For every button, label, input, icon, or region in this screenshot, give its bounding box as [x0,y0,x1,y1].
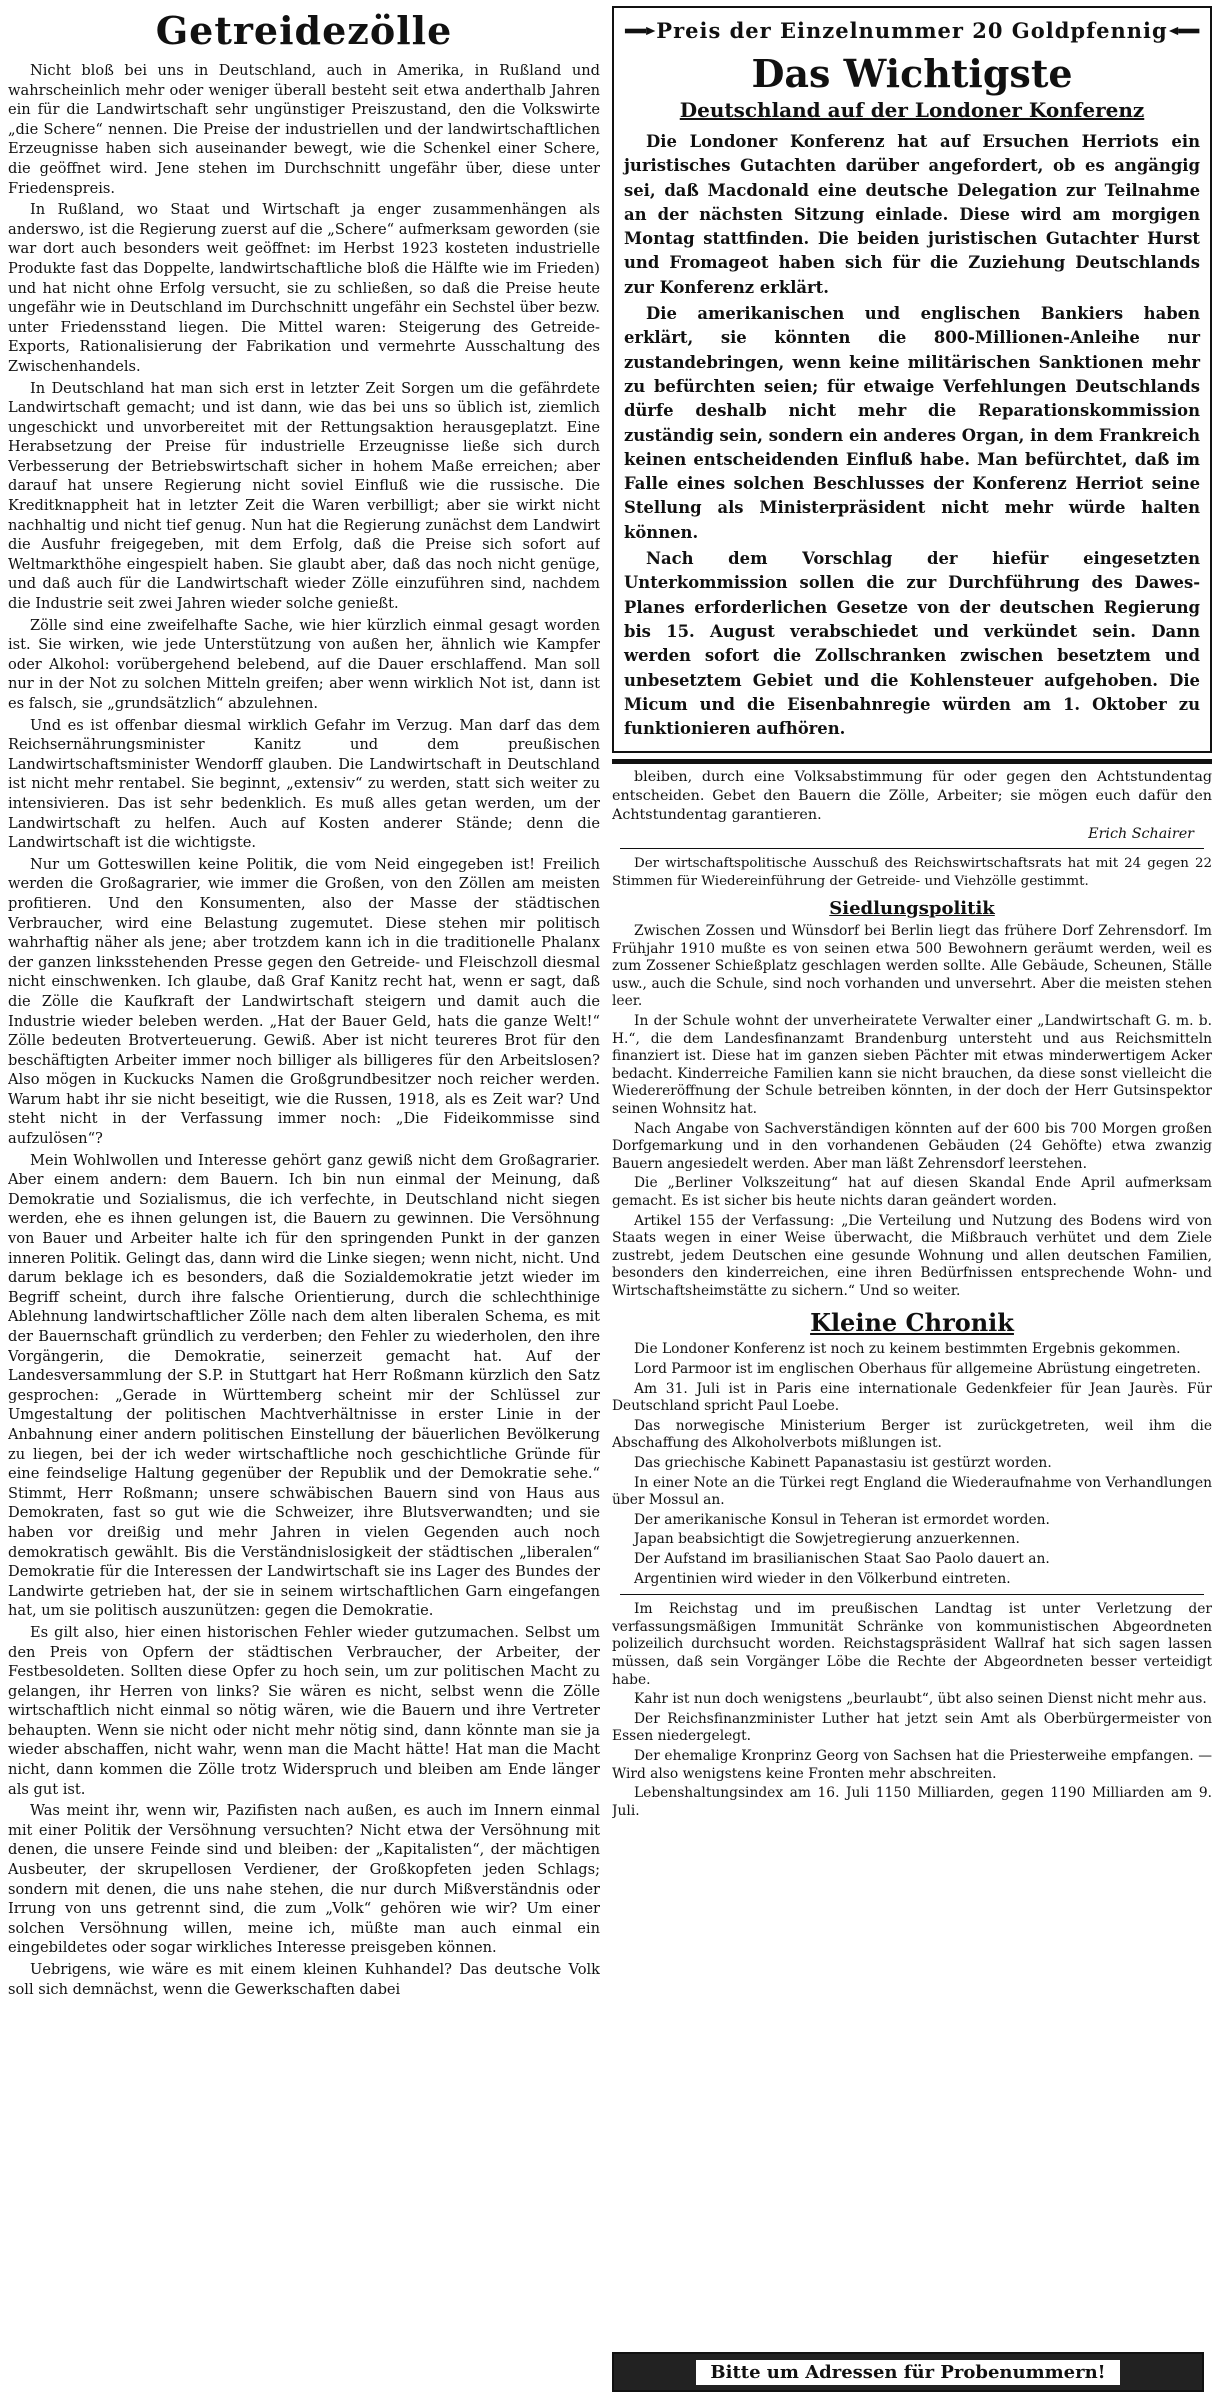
divider [620,1594,1204,1595]
price-bar [624,18,1200,43]
divider [620,848,1204,849]
chronik-item: Der ehemalige Kronprinz Georg von Sachsen hat die Priesterweihe empfangen. — Wird also wenigstens keine Fronten mehr abschreiten. [612,1747,1212,1782]
bottom-banner [612,2352,1204,2392]
bottom-banner-text: Bitte um Adressen für Probenummern! [696,2360,1119,2385]
author-signature: Erich Schairer [1088,826,1194,843]
box-paragraph: Nach dem Vorschlag der hiefür eingesetzten Unterkommission sollen die zur Durchführung des Dawes-Planes erforderlichen Gesetze von der deutschen Regierung bis 15. August verabschiedet und verkündet sein. Dann werden sofort die Zollschranken zwischen besetztem und unbesetztem Gebiet und die Kohlensteuer aufgehoben. Die Micum und die Eisenbahnregie würden am 1. Oktober zu funktionieren aufhören. [624,549,1200,739]
siedlung-paragraph: Nach Angabe von Sachverständigen könnten auf der 600 bis 700 Morgen großen Dorfgemarkung und in den vorhandenen Gebäuden (24 Gehöfte) etwa zwanzig Bauern angesiedelt werden. Aber man läßt Zehrensdorf leerstehen. [612,1120,1212,1172]
article-title: Getreidezölle [155,8,453,53]
article-paragraph: Nicht bloß bei uns in Deutschland, auch in Amerika, in Rußland und wahrscheinlich mehr oder weniger überall besteht seit etwa anderthalb Jahren ein für die Landwirtschaft sehr ungünstiger Preiszustand, den die Volkswirte „die Schere“ nennen. Die Preise der industriellen und der landwirtschaftlichen Erzeugnisse haben sich auseinander bewegt, wie die Schenkel einer Schere, die geöffnet wird. Jene stehen im Durchschnitt ungefähr über, diese unter Friedenspreis. [8,62,600,197]
chronik-item: Argentinien wird wieder in den Völkerbund eintreten. [634,1570,1011,1587]
price-label: Preis der Einzelnummer 20 Goldpfennig [656,18,1168,43]
article-paragraph: Es gilt also, hier einen historischen Fehler wieder gutzumachen. Selbst um den Preis von Opfern der städtischen Verbraucher, der Arbeiter, der Festbesoldeten. Sollten diese Opfer zu hoch sein, um zur politischen Macht zu gelangen, ihr Herren von links? Sie wären es nicht, selbst wenn die Zölle wirtschaftlich nicht einmal so nötig wären, wie die Bauern und ihre Vertreter behaupten. Wenn sie nicht oder nicht mehr nötig sind, dann könnte man sie ja wieder abschaffen, nicht wahr, wenn man die Macht hätte! Hat man die Macht nicht, dann kommen die Zölle trotz Widerspruch und bleiben am Ende länger als gut ist. [8,1623,600,1798]
article-paragraph: In Rußland, wo Staat und Wirtschaft ja enger zusammenhängen als anderswo, ist die Regierung zuerst auf die „Schere“ aufmerksam geworden (sie war dort auch besonders weit geöffnet: im Herbst 1923 kosteten industrielle Produkte fast das Doppelte, landwirtschaftliche bloß die Hälfte wie im Frieden) und hat nicht ohne Erfolg versucht, sie zu schließen, so daß die Preise heute ungefähr wie in Deutschland im Durchschnitt ungefähr ein Sechstel über bezw. unter Friedensstand liegen. Die Mittel waren: Steigerung des Getreide-Exports, Rationalisierung der Fabrikation und vermehrte Ausschaltung des Zwischenhandels. [8,201,600,375]
pointing-hand-icon [1168,20,1200,42]
note-text: Der wirtschaftspolitische Ausschuß des Reichswirtschaftsrats hat mit 24 gegen 22 Stimmen für Wiedereinführung der Getreide- und Viehzölle gestimmt. [612,856,1212,889]
chronik-item: Der amerikanische Konsul in Teheran ist ermordet worden. [634,1511,1050,1528]
pointing-hand-icon [624,20,656,42]
box-paragraph: Die amerikanischen und englischen Bankiers haben erklärt, sie könnten die 800-Millionen-Anleihe nur zustandebringen, wenn keine militärischen Sanktionen mehr zu befürchten seien; für etwaige Verfehlungen Deutschlands dürfe deshalb nicht mehr die Reparationskommission zuständig sein, sondern ein anderes Organ, in dem Frankreich keinen entscheidenden Einfluß habe. Man befürchtet, daß im Falle eines solchen Beschlusses der Konferenz Herriot seine Stellung als Ministerpräsident nicht mehr würde halten können. [624,304,1200,542]
box-paragraph: Die Londoner Konferenz hat auf Ersuchen Herriots ein juristisches Gutachten darüber angefordert, ob es angängig sei, daß Macdonald eine deutsche Delegation zur Teilnahme an der nächsten Sitzung einlade. Diese wird am morgigen Montag stattfinden. Die beiden juristischen Gutachter Hurst und Fromageot haben sich für die Zuziehung Deutschlands zur Konferenz erklärt. [624,132,1200,297]
siedlung-paragraph: Die „Berliner Volkszeitung“ hat auf diesen Skandal Ende April aufmerksam gemacht. Es ist sicher bis heute nichts daran geändert worden. [612,1175,1212,1209]
article-paragraph: Uebrigens, wie wäre es mit einem kleinen Kuhhandel? Das deutsche Volk soll sich demnächst, wenn die Gewerkschaften dabei [8,1961,600,1998]
article-paragraph: Und es ist offenbar diesmal wirklich Gefahr im Verzug. Man darf das dem Reichsernährungsminister Kanitz und dem preußischen Landwirtschaftsminister Wendorff glauben. Die Landwirtschaft in Deutschland ist nicht mehr rentabel. Sie beginnt, „extensiv“ zu werden, statt sich weiter zu intensivieren. Das ist sehr bedenklich. Es muß alles getan werden, um der Landwirtschaft zu helfen. Auch auf Kosten anderer Stände; denn die Landwirtschaft ist die wichtigste. [8,716,600,852]
article-paragraph: Mein Wohlwollen und Interesse gehört ganz gewiß nicht dem Großagrarier. Aber einem andern: dem Bauern. Ich bin nun einmal der Meinung, daß Demokratie und Sozialismus, die ich verfechte, in Deutschland nicht siegen werden, ehe es ihnen gelungen ist, die Bauern zu gewinnen. Die Versöhnung von Bauer und Arbeiter halte ich für den springenden Punkt in der ganzen inneren Politik. Gelingt das, dann wird die Linke siegen; wenn nicht, nicht. Und darum beklage ich es besonders, daß die Sozialdemokratie jetzt wieder im Begriff scheint, durch ihre falsche Orientierung, durch die schlechthinige Ablehnung landwirtschaftlicher Zölle nach dem alten liberalen Schema, es mit der Bauernschaft gründlich zu verderben; den Fehler zu wiederholen, den ihre Vorgängerin, die Demokratie, seinerzeit gemacht hat. Auf der Landesversammlung der S.P. in Stuttgart hat Herr Roßmann kürzlich den Satz gesprochen: „Gerade in Württemberg scheint mir der Schlüssel zur Umgestaltung der politischen Machtverhältnisse in erster Linie in der Anbahnung einer andern politischen Einstellung der bäuerlichen Bevölkerung zu liegen, bei der ich weder wirtschaftliche noch geschichtliche Gründe für eine feindselige Haltung gegenüber der Republik und der Demokratie sehe.“ Stimmt, Herr Roßmann; unsere schwäbischen Bauern sind von Haus aus Demokraten, fast so gut wie die Schweizer, ihre Blutsverwandten; und sie haben vor dreißig und mehr Jahren in vielen Gegenden auch noch demokratisch gewählt. Bis die Verständnislosigkeit der städtischen „liberalen“ Demokratie für die Interessen der Landwirtschaft sie ins Lager des Bundes der Landwirte getrieben hat, der sie in seinem wirtschaftlichen Garn eingefangen hat, um sie politisch auszunützen: gegen die Demokratie. [8,1151,600,1620]
siedlung-paragraph: Zwischen Zossen und Wünsdorf bei Berlin liegt das frühere Dorf Zehrensdorf. Im Frühjahr 1910 mußte es von seinen etwa 500 Bewohnern geräumt werden, weil es zum Zossener Schießplatz geschlagen werden sollte. Alle Gebäude, Scheunen, Ställe usw., auch die Schule, sind noch vorhanden und unversehrt. Aber die meisten stehen leer. [612,923,1212,1010]
box-subtitle: Deutschland auf der Londoner Konferenz [679,98,1145,122]
divider [612,759,1212,764]
chronik-item: Die Londoner Konferenz ist noch zu keinem bestimmten Ergebnis gekommen. [634,1341,1181,1358]
chronik-heading: Kleine Chronik [810,1308,1014,1338]
right-column [612,6,1212,2396]
chronik-item: Lord Parmoor ist im englischen Oberhaus für allgemeine Abrüstung eingetreten. [634,1361,1201,1378]
chronik-item: Kahr ist nun doch wenigstens „beurlaubt“, übt also seinen Dienst nicht mehr aus. [634,1691,1207,1708]
chronik-item: Lebenshaltungsindex am 16. Juli 1150 Milliarden, gegen 1190 Milliarden am 9. Juli. [612,1785,1212,1819]
chronik-item: Der Reichsfinanzminister Luther hat jetzt sein Amt als Oberbürgermeister von Essen niedergelegt. [612,1710,1212,1745]
chronik-item: In einer Note an die Türkei regt England die Wiederaufnahme von Verhandlungen über Mossul an. [612,1474,1212,1509]
chronik-item: Der Aufstand im brasilianischen Staat Sao Paolo dauert an. [634,1551,1050,1568]
article-paragraph: In Deutschland hat man sich erst in letzter Zeit Sorgen um die gefährdete Landwirtschaft gemacht; und ist dann, wie das bei uns so üblich ist, ziemlich ungeschickt und unvorbereitet mit der Rettungsaktion herausgeplatzt. Eine Herabsetzung der Preise für industrielle Erzeugnisse ließe sich durch Verbesserung der Betriebswirtschaft sicher in hohem Maße erreichen; aber darauf hat unsere Regierung nicht soviel Einfluß wie die russische. Die Kreditknappheit hat in letzter Zeit die Waren verbilligt; aber sie wirkt nicht nachhaltig und nicht tief genug. Nun hat die Regierung zunächst dem Landwirt die Ausfuhr freigegeben, mit dem Erfolg, daß die Preise sich sofort auf Weltmarkthöhe eingespielt haben. Sie glaubt aber, daß das noch nicht genüge, und daß auch für die Landwirtschaft wieder Zölle einzuführen sind, nachdem die Industrie seit zwei Jahren wieder solche genießt. [8,379,600,613]
article-paragraph: Was meint ihr, wenn wir, Pazifisten nach außen, es auch im Innern einmal mit einer Politik der Versöhnung versuchten? Nicht etwa der Versöhnung mit denen, die unsere Feinde sind und bleiben: der „Kapitalisten“, der mächtigen Ausbeuter, der skrupellosen Verdiener, der Großkopfeten jeden Schlags; sondern mit denen, die uns nahe stehen, die nur durch Mißverständnis oder Irrung von uns getrennt sind, die zum „Volk“ gehören wie wir? Um einer solchen Versöhnung willen, meine ich, müßte man auch einmal ein eingebildetes oder sogar wirkliches Interesse preisgeben können. [8,1802,600,1957]
continuation-text: bleiben, durch eine Volksabstimmung für oder gegen den Achtstundentag entscheiden. Gebet den Bauern die Zölle, Arbeiter; sie mögen euch dafür den Achtstundentag garantieren. [612,769,1212,823]
article-paragraph: Zölle sind eine zweifelhafte Sache, wie hier kürzlich einmal gesagt worden ist. Sie wirken, wie jede Unterstützung von außen her, ähnlich wie Kampfer oder Alkohol: vorübergehend belebend, auf die Dauer erschlaffend. Man soll nur in der Not zu solchen Mitteln greifen; aber wenn wirklich Not ist, dann ist es falsch, sie „grundsätzlich“ abzulehnen. [8,616,600,712]
article-paragraph: Nur um Gotteswillen keine Politik, die vom Neid eingegeben ist! Freilich werden die Großagrarier, wie immer die Großen, von den Zöllen am meisten profitieren. Und den Konsumenten, also der Masse der städtischen Verbraucher, wird eine Belastung zugemutet. Diese stehen mir politisch wahrhaftig näher als jene; aber trotzdem kann ich in die traditionelle Phalanx der ganzen linksstehenden Presse gegen den Getreide- und Fleischzoll diesmal nicht einschwenken. Ich glaube, daß Graf Kanitz recht hat, wenn er sagt, daß die Zölle die Kaufkraft der Landwirtschaft steigern und damit auch die Industrie wieder beleben werden. „Hat der Bauer Geld, hats die ganze Welt!“ Zölle bedeuten Brotverteuerung. Gewiß. Aber ist nicht teureres Brot für den beschäftigten Arbeiter immer noch billiger als billigeres für den Arbeitslosen? Also mögen in Kuckucks Namen die Großgrundbesitzer noch reicher werden. Warum habt ihr sie nicht beseitigt, wie die Russen, 1918, als es Zeit war? Und steht nicht in der Verfassung immer noch: „Die Fideikommisse sind aufzulösen“? [8,855,600,1148]
siedlung-paragraph: In der Schule wohnt der unverheiratete Verwalter einer „Landwirtschaft G. m. b. H.“, die dem Landesfinanzamt Brandenburg untersteht und aus Reichsmitteln finanziert ist. Diese hat im ganzen sieben Pächter mit etwas minderwertigem Acker bedacht. Kinderreiche Familien kann sie nicht brauchen, da diese sonst vielleicht die Wiedereröffnung der Schule betreiben könnten, in der doch der Herr Gutsinspektor seinen Wohnsitz hat. [612,1012,1212,1117]
chronik-item: Das griechische Kabinett Papanastasiu ist gestürzt worden. [634,1455,1052,1472]
news-box [612,6,1212,753]
chronik-item: Japan beabsichtigt die Sowjetregierung anzuerkennen. [634,1531,1020,1548]
chronik-item: Im Reichstag und im preußischen Landtag ist unter Verletzung der verfassungsmäßigen Immunität Schränke von kommunistischen Abgeordneten polizeilich durchsucht worden. Reichstagspräsident Wallraf hat sich sagen lassen müssen, daß sein Vorgänger Löbe die Rechte der Abgeordneten besser verteidigt habe. [612,1601,1212,1688]
siedlung-heading: Siedlungspolitik [829,898,995,920]
chronik-item: Am 31. Juli ist in Paris eine internationale Gedenkfeier für Jean Jaurès. Für Deutschland spricht Paul Loebe. [612,1380,1212,1415]
siedlung-paragraph: Artikel 155 der Verfassung: „Die Verteilung und Nutzung des Bodens wird von Staats wegen in einer Weise überwacht, die Mißbrauch verhütet und dem Ziele zustrebt, jedem Deutschen eine gesunde Wohnung und allen deutschen Familien, besonders den kinderreichen, eine ihren Bedürfnissen entsprechende Wohn- und Wirtschaftsheimstätte zu sichern.“ Und so weiter. [612,1212,1212,1299]
chronik-item: Das norwegische Ministerium Berger ist zurückgetreten, weil ihm die Abschaffung des Alkoholverbots mißlungen ist. [612,1417,1212,1452]
left-column [8,6,600,2396]
box-title: Das Wichtigste [751,51,1073,96]
